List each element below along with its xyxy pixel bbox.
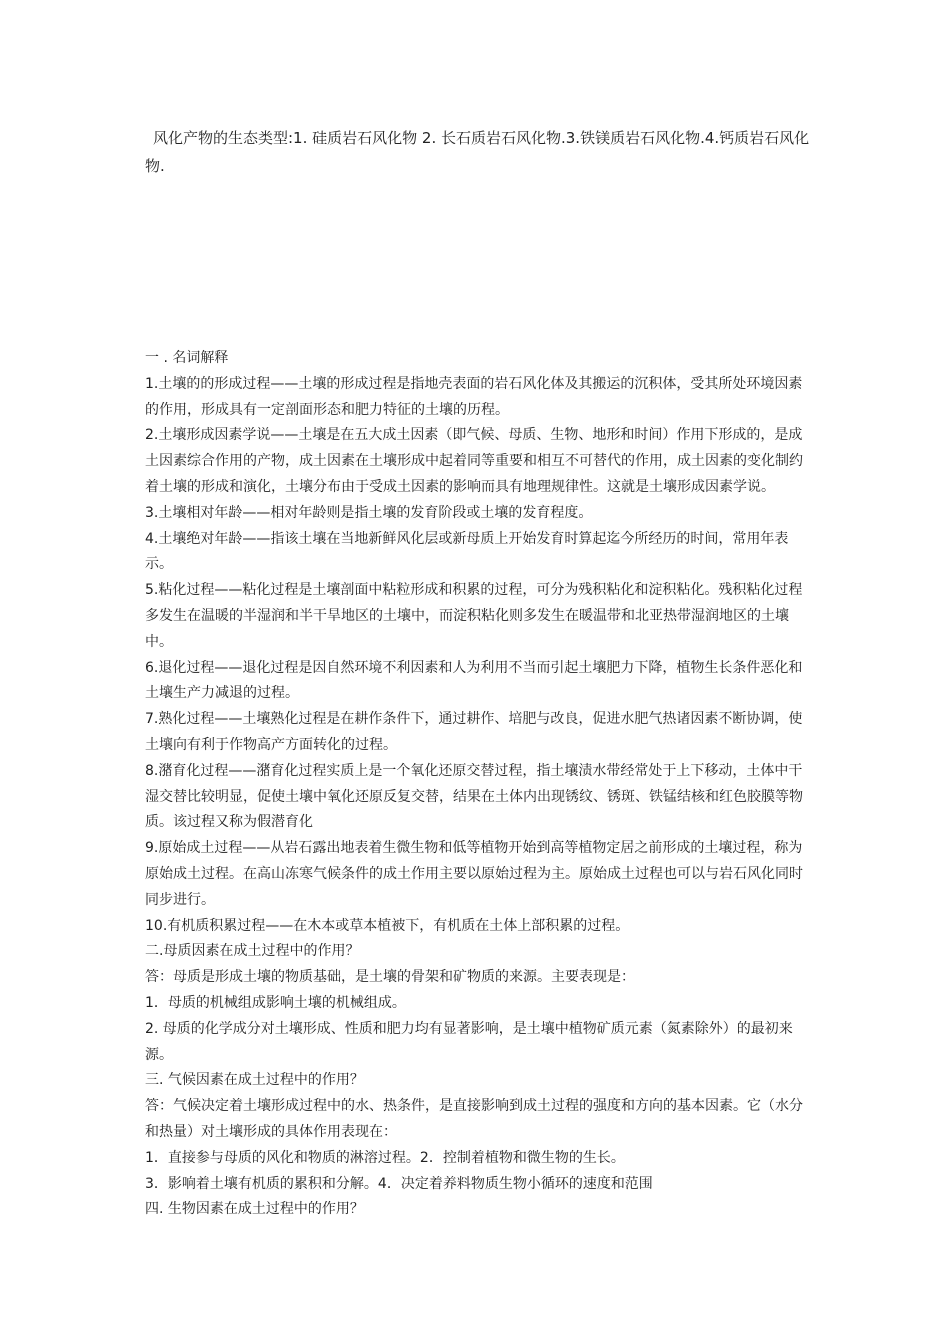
definition-1: 1.土壤的的形成过程——土壤的形成过程是指地壳表面的岩石风化体及其搬运的沉积体，受其所处环境因素的作用，形成具有一定剖面形态和肥力特征的土壤的历程。: [145, 375, 803, 418]
definition-6: 6.退化过程——退化过程是因自然环境不利因素和人为利用不当而引起土壤肥力下降，植物生长条件恶化和土壤生产力减退的过程。: [145, 659, 803, 702]
section-heading-1: 一 . 名词解释: [145, 350, 229, 366]
definition-4: 4.土壤绝对年龄——指该土壤在当地新鲜风化层或新母质上开始发育时算起迄今所经历的时间，常用年表示。: [145, 530, 789, 573]
definition-2: 2.土壤形成因素学说——土壤是在五大成土因素（即气候、母质、生物、地形和时间）作用下形成的，是成土因素综合作用的产物，成土因素在土壤形成中起着同等重要和相互不可替代的作用，成土因素的变化制约着土壤的形成和演化，土壤分布由于受成土因素的影响而具有地理规律性。这就是土壤形成因素学说。: [145, 427, 803, 495]
section-heading-3: 三. 气候因素在成土过程中的作用？: [145, 1072, 364, 1089]
document-body: [145, 346, 815, 1223]
definition-3: 3.土壤相对年龄——相对年龄则是指土壤的发育阶段或土壤的发育程度。: [145, 504, 593, 521]
definition-10: 10.有机质积累过程——在木本或草本植被下，有机质在土体上部积累的过程。: [145, 917, 630, 934]
list-item: 1．母质的机械组成影响土壤的机械组成。: [145, 994, 406, 1011]
answer-paragraph: 答：气候决定着土壤形成过程中的水、热条件，是直接影响到成土过程的强度和方向的基本因素。它（水分和热量）对土壤形成的具体作用表现在：: [145, 1098, 803, 1140]
answer-paragraph: 答：母质是形成土壤的物质基础，是土壤的骨架和矿物质的来源。主要表现是：: [145, 969, 635, 986]
definition-9: 9.原始成土过程——从岩石露出地表着生微生物和低等植物开始到高等植物定居之前形成的土壤过程，称为原始成土过程。在高山冻寒气候条件的成土作用主要以原始过程为主。原始成土过程也可以与岩石风化同时同步进行。: [145, 840, 803, 908]
definition-7: 7.熟化过程——土壤熟化过程是在耕作条件下，通过耕作、培肥与改良，促进水肥气热诸因素不断协调，使土壤向有利于作物高产方面转化的过程。: [145, 711, 803, 753]
list-item: 2. 母质的化学成分对土壤形成、性质和肥力均有显著影响，是土壤中植物矿质元素（氮素除外）的最初来源。: [145, 1020, 793, 1063]
definition-5: 5.粘化过程——粘化过程是土壤剖面中粘粒形成和积累的过程，可分为残积粘化和淀积粘化。残积粘化过程多发生在温暖的半湿润和半干旱地区的土壤中，而淀积粘化则多发生在暖温带和北亚热带湿润地区的土壤中。: [145, 582, 803, 650]
definition-8: 8.潴育化过程——潴育化过程实质上是一个氧化还原交替过程，指土壤渍水带经常处于上下移动，土体中干湿交替比较明显，促使土壤中氧化还原反复交替，结果在土体内出现锈纹、锈斑、铁锰结核和红色胶膜等物质。该过程又称为假潜育化: [145, 762, 803, 831]
section-heading-4: 四. 生物因素在成土过程中的作用？: [145, 1201, 364, 1218]
list-item: 3．影响着土壤有机质的累积和分解。4．决定着养料物质生物小循环的速度和范围: [145, 1175, 653, 1192]
section-heading-2: 二.母质因素在成土过程中的作用？: [145, 943, 360, 960]
intro-paragraph: 风化产物的生态类型:1. 硅质岩石风化物 2. 长石质岩石风化物.3.铁镁质岩石风化物.4.钙质岩石风化物.: [145, 129, 810, 175]
list-item: 1．直接参与母质的风化和物质的淋溶过程。2．控制着植物和微生物的生长。: [145, 1149, 625, 1166]
